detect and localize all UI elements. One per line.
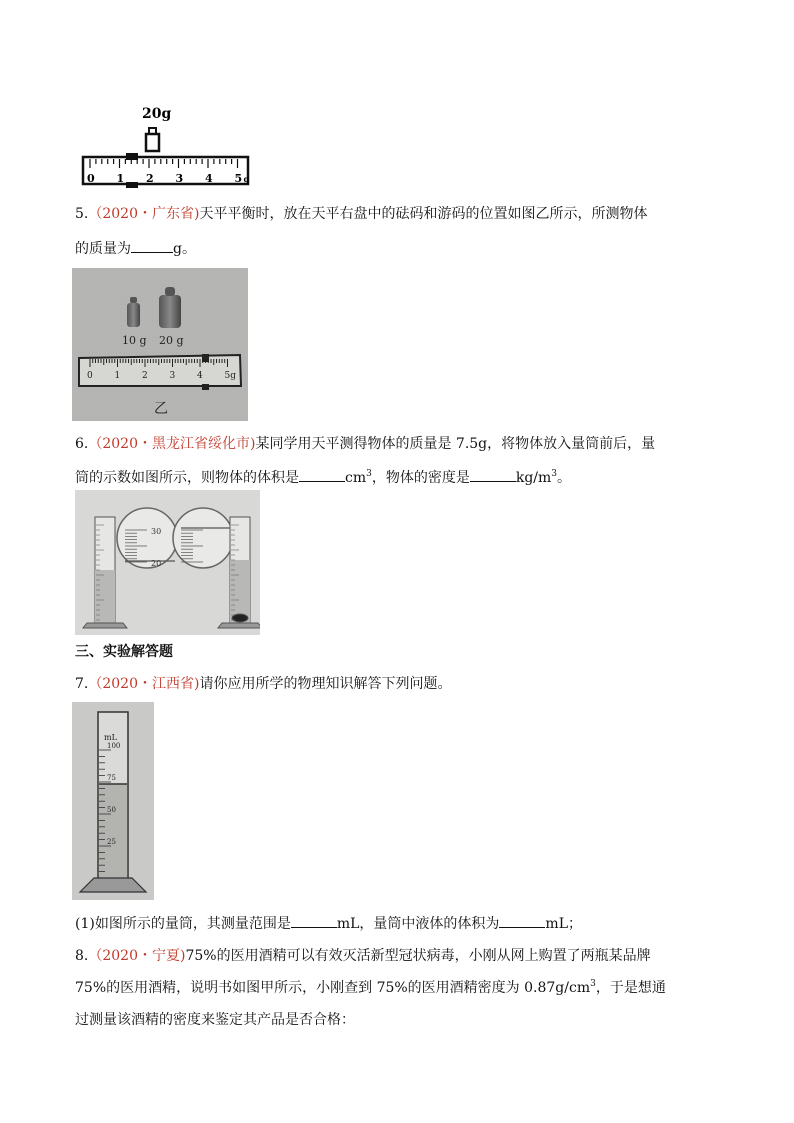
question-6-line1: [75, 434, 655, 454]
question-7-sub1: [75, 913, 582, 934]
question-text: mL，量筒中液体的体积为: [336, 916, 500, 932]
question-8-line3: 过测量该酒精的密度来鉴定其产品是否合格：: [75, 1012, 355, 1028]
cylinders-figure: [75, 490, 260, 635]
question-text: (1)如图所示的量筒，其测量范围是: [75, 916, 291, 932]
question-text: 请你应用所学的物理知识解答下列问题。: [199, 676, 452, 692]
source-paren-open: （: [88, 948, 103, 964]
question-number: 7.: [75, 676, 89, 692]
weight-label: 20g: [142, 106, 172, 122]
answer-blank[interactable]: [131, 238, 173, 253]
question-text: 筒的示数如图所示，则物体的体积是: [75, 470, 299, 486]
weight-shape: [146, 134, 159, 151]
section-heading: 三、实验解答题: [75, 644, 173, 660]
question-7-line1: [75, 674, 451, 694]
balance-tick-label: 2: [142, 371, 148, 381]
balance-tick-label: 4: [197, 371, 203, 381]
unit-text: cm: [345, 470, 367, 486]
ruler-tick-label: 3: [175, 172, 184, 185]
ruler-tick-label: 4: [205, 172, 213, 185]
question-source: 2020・黑龙江省绥化市: [102, 436, 250, 452]
balance-tick-label: 1: [114, 371, 121, 381]
source-paren-close: ): [194, 206, 200, 222]
superscript: 3: [366, 469, 372, 479]
superscript: 3: [551, 469, 558, 479]
source-paren-close: ): [194, 676, 200, 692]
question-text: 。: [557, 470, 572, 486]
unit-text: kg/m: [515, 470, 552, 486]
balance-tick-label: 3: [169, 371, 176, 381]
source-paren-open: （: [88, 206, 103, 222]
question-source: 2020・宁夏: [102, 948, 180, 964]
answer-blank-volume[interactable]: [299, 467, 345, 482]
cylinder-mark-label: 75: [107, 774, 116, 782]
figure-caption: 乙: [154, 401, 168, 417]
question-text: 天平平衡时，放在天平右盘中的砝码和游码的位置如图乙所示，所测物体: [199, 206, 648, 222]
question-text: 75%的医用酒精可以有效灭活新型冠状病毒，小刚从网上购置了两瓶某品牌: [185, 948, 651, 964]
question-8-line1: [75, 946, 651, 966]
question-8-line2: [75, 978, 666, 998]
liquid-fill: [99, 784, 127, 881]
unit-label: mL: [104, 733, 117, 742]
balance-tick-label: 0: [87, 371, 93, 381]
cylinder-mark-label: 100: [107, 742, 121, 750]
question-text: ，于是想通: [595, 980, 666, 996]
ruler-tick-label: 0: [87, 172, 95, 185]
rider-bottom: [126, 182, 138, 188]
answer-blank-range[interactable]: [291, 913, 337, 928]
question-5-line1: [75, 204, 647, 224]
cylinder-mark-label: 25: [107, 838, 116, 846]
rider-top: [126, 153, 138, 160]
balance-figure: [72, 268, 248, 421]
ruler-tick-label: 2: [146, 172, 154, 185]
question-text: 的质量为: [75, 241, 131, 257]
question-text: 某同学用天平测得物体的质量是 7.5g，将物体放入量筒前后，量: [255, 436, 656, 452]
cylinder-mark-label: 50: [107, 806, 116, 814]
ruler-tick-label: 1: [116, 172, 125, 185]
rider: [202, 354, 209, 362]
ruler-figure-top: [80, 100, 255, 192]
source-paren-close: ): [250, 436, 256, 452]
graduated-cylinder-figure: [72, 702, 154, 900]
answer-blank-volume[interactable]: [499, 913, 545, 928]
magnifier-mark-20: 20: [151, 559, 162, 568]
question-5-line2: [75, 238, 196, 259]
question-text: g。: [173, 241, 196, 257]
question-text: 75%的医用酒精，说明书如图甲所示，小刚查到 75%的医用酒精密度为 0.87g/cm: [75, 980, 591, 996]
source-paren-open: （: [88, 676, 103, 692]
question-number: 8.: [75, 948, 89, 964]
source-paren-close: ): [180, 948, 186, 964]
question-number: 5.: [75, 206, 89, 222]
weight-10g-label: 10 g: [122, 334, 147, 347]
magnifier-mark-30: 30: [151, 527, 162, 536]
weight-20g-label: 20 g: [159, 334, 184, 347]
answer-blank-density[interactable]: [470, 467, 516, 482]
ruler-unit: g: [243, 174, 250, 184]
question-source: 2020・广东省: [102, 206, 194, 222]
question-number: 6.: [75, 436, 89, 452]
question-6-line2: [75, 467, 571, 488]
question-text: ，物体的密度是: [371, 470, 470, 486]
question-text: mL；: [545, 916, 582, 932]
question-source: 2020・江西省: [102, 676, 194, 692]
balance-tick-label: 5g: [224, 371, 236, 381]
ruler-tick-label: 5: [234, 172, 243, 185]
source-paren-open: （: [88, 436, 103, 452]
superscript: 3: [590, 979, 596, 989]
